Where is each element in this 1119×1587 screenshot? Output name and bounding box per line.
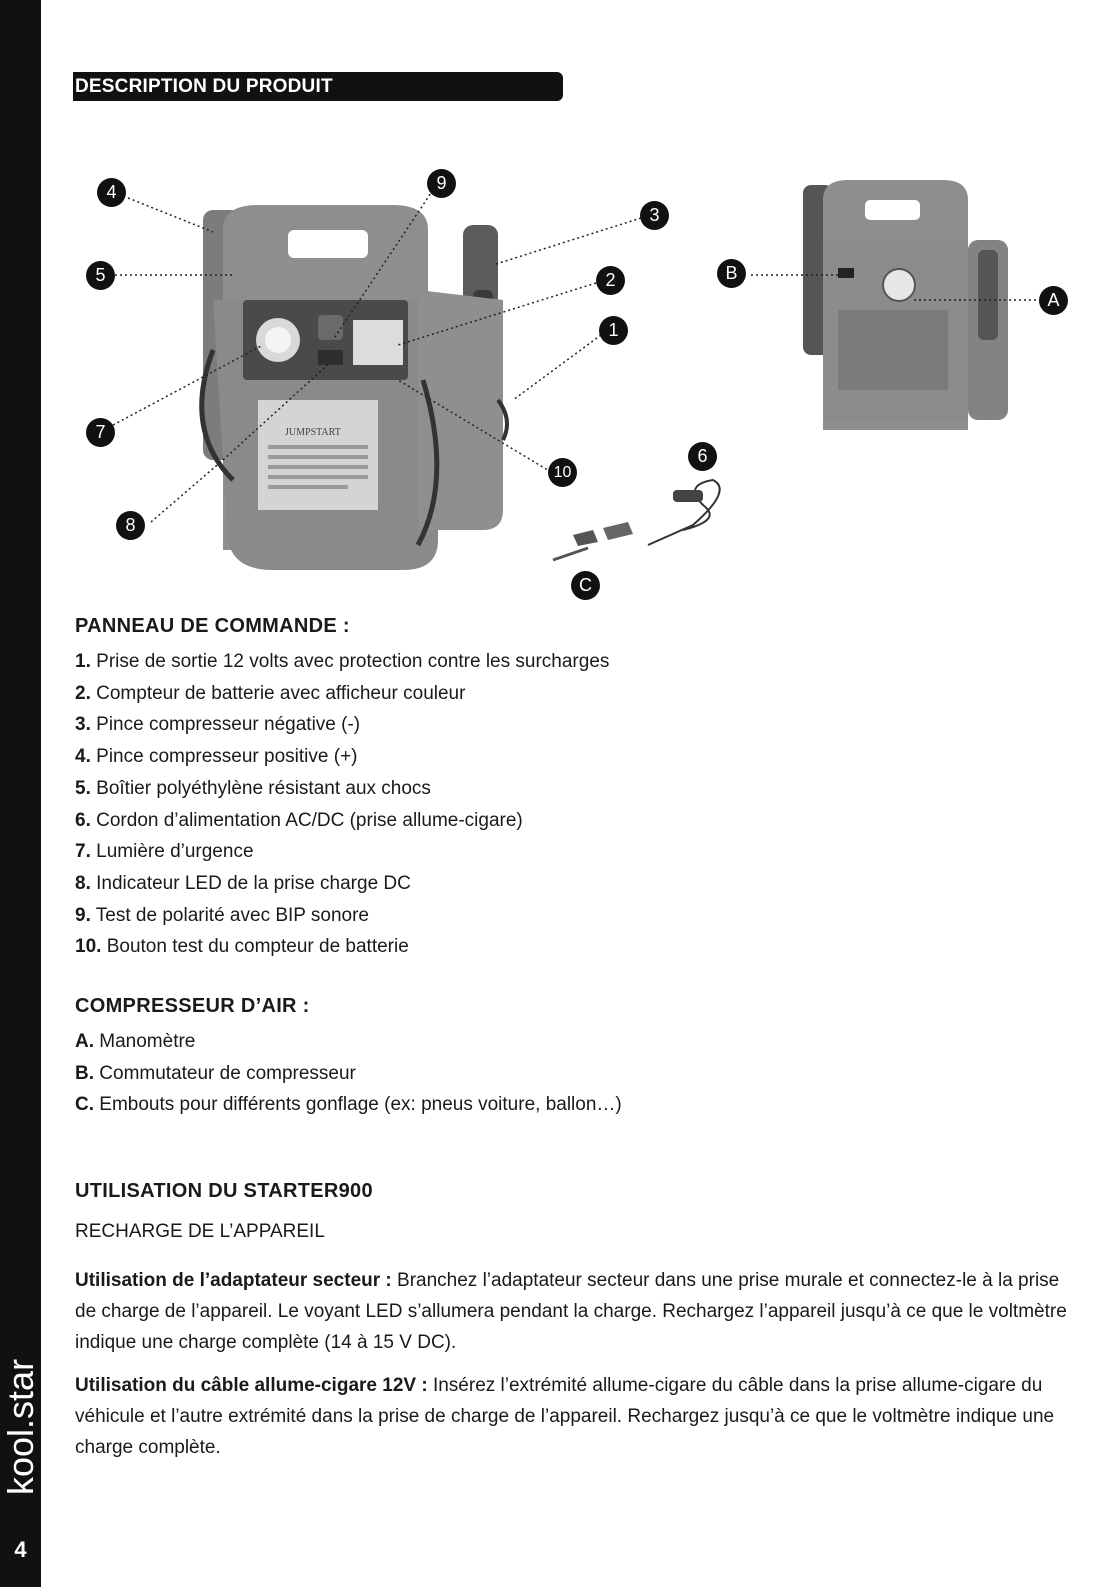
product-illustration xyxy=(73,150,1083,610)
list-item: 7. Lumière d’urgence xyxy=(75,841,254,863)
list-item: A. Manomètre xyxy=(75,1031,196,1052)
callout-5: 5 xyxy=(86,261,115,290)
compressor-section xyxy=(75,995,1079,1121)
compressor-heading: COMPRESSEUR D’AIR : xyxy=(75,995,310,1017)
product-figure xyxy=(73,150,1083,610)
control-panel-heading: PANNEAU DE COMMANDE : xyxy=(75,615,350,637)
callout-1: 1 xyxy=(599,316,628,345)
paragraph-adapter: Utilisation de l’adaptateur secteur : Branchez l’adaptateur secteur dans une prise murale et connectez-le à la prise de charge de l’appareil. Le voyant LED s’allumera pendant la charge. Rechargez l’appareil jusqu’à ce que le voltmètre indique une charge complète (14 à 15 V DC). xyxy=(75,1270,1067,1353)
list-item: C. Embouts pour différents gonflage (ex: pneus voiture, ballon…) xyxy=(75,1094,622,1116)
callout-a: A xyxy=(1039,286,1068,315)
device-label: JUMPSTART xyxy=(285,427,341,438)
list-item: 4. Pince compresseur positive (+) xyxy=(75,746,358,768)
page-number: 4 xyxy=(14,1537,27,1562)
callout-3: 3 xyxy=(640,201,669,230)
list-item: 3. Pince compresseur négative (-) xyxy=(75,714,361,736)
usage-subheading: RECHARGE DE L’APPAREIL xyxy=(75,1221,325,1242)
section-banner xyxy=(73,72,563,101)
list-item: B. Commutateur de compresseur xyxy=(75,1062,356,1084)
usage-heading: UTILISATION DU STARTER900 xyxy=(75,1180,373,1202)
list-item: 5. Boîtier polyéthylène résistant aux chocs xyxy=(75,777,431,799)
callout-10: 10 xyxy=(548,458,577,487)
control-panel-section xyxy=(75,615,1079,963)
callout-c: C xyxy=(571,571,600,600)
callout-7: 7 xyxy=(86,418,115,447)
callout-b: B xyxy=(717,259,746,288)
callout-6: 6 xyxy=(688,442,717,471)
brand-logo xyxy=(0,1290,41,1510)
callout-2: 2 xyxy=(596,266,625,295)
section-title: DESCRIPTION DU PRODUIT xyxy=(75,76,333,97)
callout-4: 4 xyxy=(97,178,126,207)
callout-8: 8 xyxy=(116,511,145,540)
list-item: 1. Prise de sortie 12 volts avec protection contre les surcharges xyxy=(75,651,610,672)
callout-9: 9 xyxy=(427,169,456,198)
accessories-illustration xyxy=(553,480,720,560)
list-item: 2. Compteur de batterie avec afficheur couleur xyxy=(75,682,466,704)
list-item: 10. Bouton test du compteur de batterie xyxy=(75,936,409,958)
list-item: 9. Test de polarité avec BIP sonore xyxy=(75,904,369,926)
jumpstarter-front-illustration xyxy=(202,205,507,570)
paragraph-cigarette-cable: Utilisation du câble allume-cigare 12V : Insérez l’extrémité allume-cigare du câble dans la prise allume-cigare du véhicule et l’autre extrémité dans la prise de charge de l’appareil. Rechargez jusqu’à ce que le voltmètre indique une charge complète. xyxy=(75,1375,1055,1458)
list-item: 6. Cordon d’alimentation AC/DC (prise allume-cigare) xyxy=(75,809,523,831)
compressor-side-illustration xyxy=(803,180,1008,430)
brand-logo-text: kool.star xyxy=(0,1358,41,1495)
usage-section xyxy=(75,1180,1079,1463)
list-item: 8. Indicateur LED de la prise charge DC xyxy=(75,872,411,894)
